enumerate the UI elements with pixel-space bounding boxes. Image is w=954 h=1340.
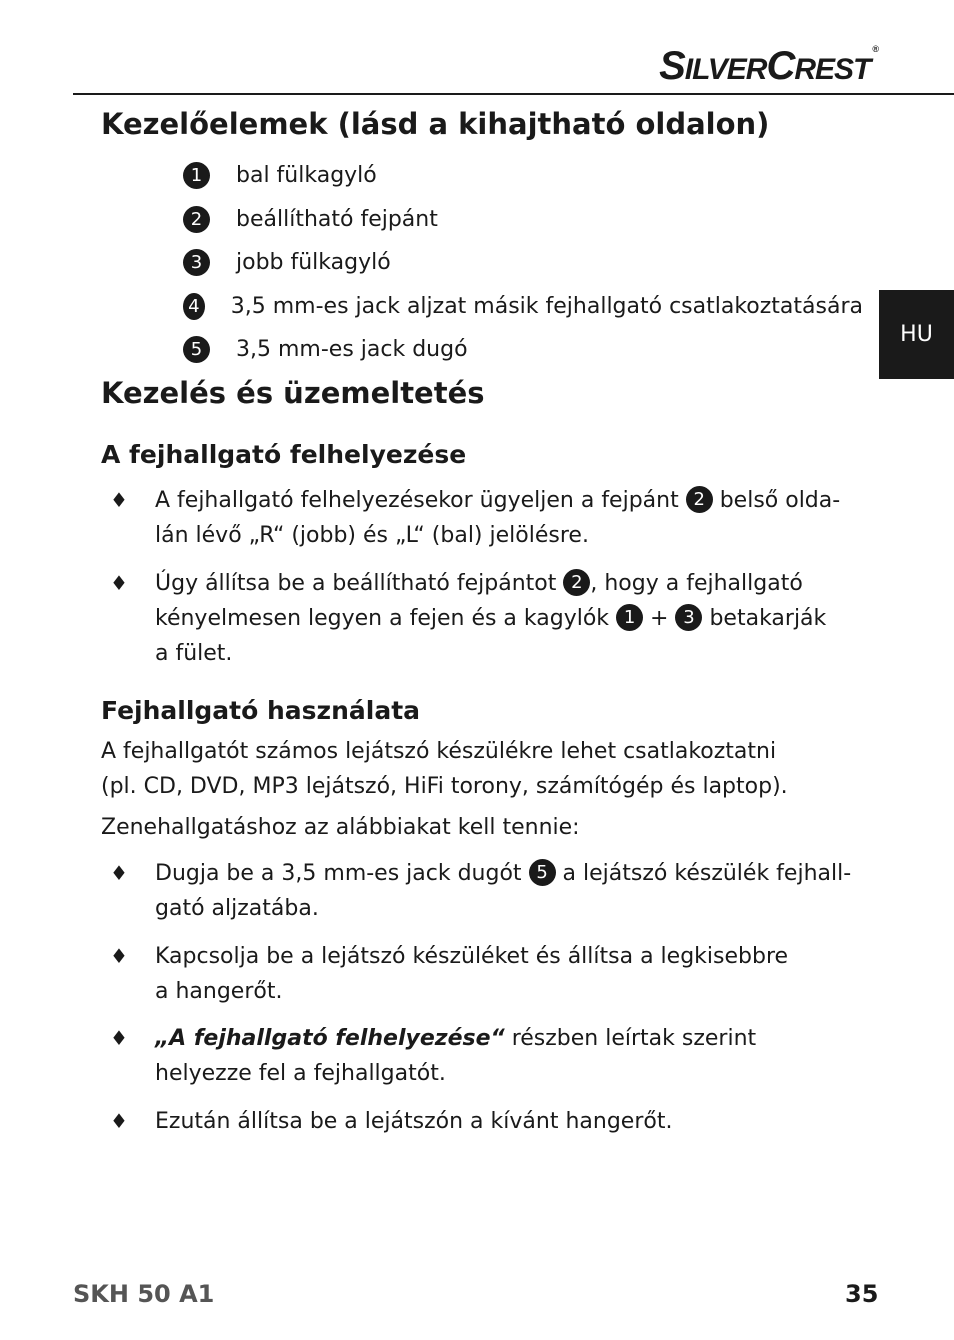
- text: +: [643, 606, 676, 631]
- bullet-diamond-icon: ♦: [110, 1026, 128, 1050]
- usage-title: Fejhallgató használata: [101, 696, 421, 725]
- text: részben leírtak szerint: [504, 1026, 757, 1051]
- text: Dugja be a 3,5 mm-es jack dugót: [155, 861, 529, 886]
- list-item: [183, 198, 863, 242]
- usage-paragraph: [101, 734, 861, 804]
- number-badge: 2: [563, 569, 590, 596]
- bullet-diamond-icon: ♦: [110, 1109, 128, 1133]
- text: a lejátszó készülék fejhall-: [555, 861, 852, 886]
- component-label: beállítható fejpánt: [236, 206, 438, 232]
- bullet-item: [110, 483, 860, 553]
- list-item: [183, 328, 863, 372]
- component-label: 3,5 mm-es jack dugó: [236, 337, 468, 363]
- model-number: SKH 50 A1: [73, 1280, 215, 1308]
- number-badge: 3: [183, 249, 210, 276]
- text: A fejhallgatót számos lejátszó készülékre lehet csatlakoztatni: [101, 739, 777, 764]
- bullet-item: [110, 856, 860, 926]
- number-badge: 1: [183, 162, 210, 189]
- text: Úgy állítsa be a beállítható fejpántot: [155, 571, 564, 596]
- number-badge: 5: [183, 336, 210, 363]
- number-badge: 3: [675, 604, 702, 631]
- emphasis-text: „A fejhallgató felhelyezése“: [155, 1026, 505, 1051]
- operation-title: Kezelés és üzemeltetés: [101, 376, 485, 410]
- bullet-diamond-icon: ♦: [110, 488, 128, 512]
- text: (pl. CD, DVD, MP3 lejátszó, HiFi torony, számítógép és laptop).: [101, 774, 788, 799]
- text: gató aljzatába.: [155, 896, 319, 921]
- list-item: [183, 285, 863, 329]
- bullet-diamond-icon: ♦: [110, 571, 128, 595]
- component-list: [183, 154, 863, 372]
- number-badge: 5: [529, 859, 556, 886]
- usage-intro: Zenehallgatáshoz az alábbiakat kell tennie:: [101, 815, 580, 840]
- silvercrest-logo: SILVERCREST®: [659, 44, 878, 88]
- bullet-item: [110, 1104, 860, 1139]
- list-item: [183, 241, 863, 285]
- bullet-item: [110, 566, 860, 671]
- bullet-item: [110, 1021, 860, 1091]
- bullet-item: [110, 939, 860, 1009]
- header-rule: [73, 93, 954, 95]
- text: A fejhallgató felhelyezésekor ügyeljen a fejpánt: [155, 488, 686, 513]
- bullet-diamond-icon: ♦: [110, 944, 128, 968]
- component-label: 3,5 mm-es jack aljzat másik fejhallgató csatlakoztatására: [230, 293, 863, 319]
- number-badge: 1: [616, 604, 643, 631]
- controls-title: Kezelőelemek (lásd a kihajtható oldalon): [101, 107, 770, 141]
- text: lán lévő „R“ (jobb) és „L“ (bal) jelölésre.: [155, 523, 589, 548]
- fitting-title: A fejhallgató felhelyezése: [101, 440, 467, 469]
- component-label: bal fülkagyló: [236, 163, 377, 189]
- number-badge: 2: [686, 486, 713, 513]
- page-number: 35: [845, 1280, 879, 1308]
- language-tab: HU: [879, 290, 954, 379]
- text: kényelmesen legyen a fejen és a kagylók: [155, 606, 617, 631]
- text: a fület.: [155, 641, 233, 666]
- text: a hangerőt.: [155, 979, 283, 1004]
- text: belső olda-: [712, 488, 841, 513]
- text: betakarják: [702, 606, 827, 631]
- bullet-diamond-icon: ♦: [110, 861, 128, 885]
- number-badge: 2: [183, 206, 210, 233]
- component-label: jobb fülkagyló: [236, 250, 391, 276]
- text: helyezze fel a fejhallgatót.: [155, 1061, 446, 1086]
- text: Ezután állítsa be a lejátszón a kívánt hangerőt.: [155, 1109, 673, 1134]
- number-badge: 4: [183, 293, 205, 320]
- text: , hogy a fejhallgató: [590, 571, 803, 596]
- text: Kapcsolja be a lejátszó készüléket és állítsa a legkisebbre: [155, 944, 789, 969]
- list-item: [183, 154, 863, 198]
